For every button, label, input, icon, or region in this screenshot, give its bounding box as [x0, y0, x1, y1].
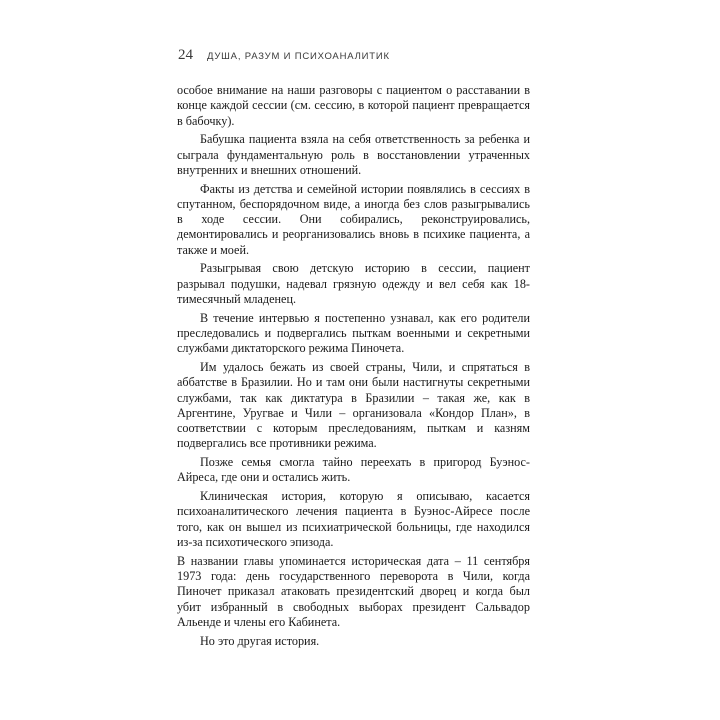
paragraph-6: Им удалось бежать из своей страны, Чили, и спрятаться в аббатстве в Бразилии. Но и там они были настигнуты секретными службами, так как диктатура в Бразилии – такая же, как в Аргентине, Уругвае и Чили – организовала «Кондор План», в соответствии с которым преследованиям, пыткам и казням подвергались все противники режима.	[177, 360, 530, 451]
page-number: 24	[178, 47, 193, 63]
paragraph-7: Позже семья смогла тайно переехать в пригород Буэнос-Айреса, где они и остались жить.	[177, 455, 530, 485]
paragraph-9: В названии главы упоминается историческая дата – 11 сентября 1973 года: день государственного переворота в Чили, когда Пиночет приказал атаковать президентский дворец и когда был убит избранный в свободных выборах президент Сальвадор Альенде и члены его Кабинета.	[177, 553, 530, 629]
paragraph-1: особое внимание на наши разговоры с пациентом о расставании в конце каждой сессии (см. сессию, в которой пациент превращается в бабочку).	[177, 83, 530, 128]
paragraph-4: Разыгрывая свою детскую историю в сессии, пациент разрывал подушки, надевал грязную одежду и вел себя как 18-тимесячный младенец.	[177, 261, 530, 307]
paragraph-2: Бабушка пациента взяла на себя ответственность за ребенка и сыграла фундаментальную роль в восстановлении утраченных внутренних и внешних отношений.	[177, 132, 530, 177]
running-head	[178, 47, 538, 69]
paragraph-3: Факты из детства и семейной истории появлялись в сессиях в спутанном, беспорядочном виде, а иногда без слов разыгрывались в ходе сессии. Они собирались, реконструировались, демонтировались и реорганизовались вновь в психике пациента, а также и моей.	[177, 181, 530, 257]
paragraph-8: Клиническая история, которую я описываю, касается психоаналитического лечения пациента в Буэнос-Айресе после того, как он вышел из психиатрической больницы, где находился из-за психотического эпизода.	[177, 489, 530, 550]
body-text	[177, 83, 530, 652]
paragraph-10: Но это другая история.	[200, 633, 320, 648]
running-title: ДУША, РАЗУМ И ПСИХОАНАЛИТИК	[207, 51, 390, 62]
paragraph-5: В течение интервью я постепенно узнавал, как его родители преследовались и подвергались пыткам военными и секретными службами диктаторского режима Пиночета.	[177, 310, 530, 356]
